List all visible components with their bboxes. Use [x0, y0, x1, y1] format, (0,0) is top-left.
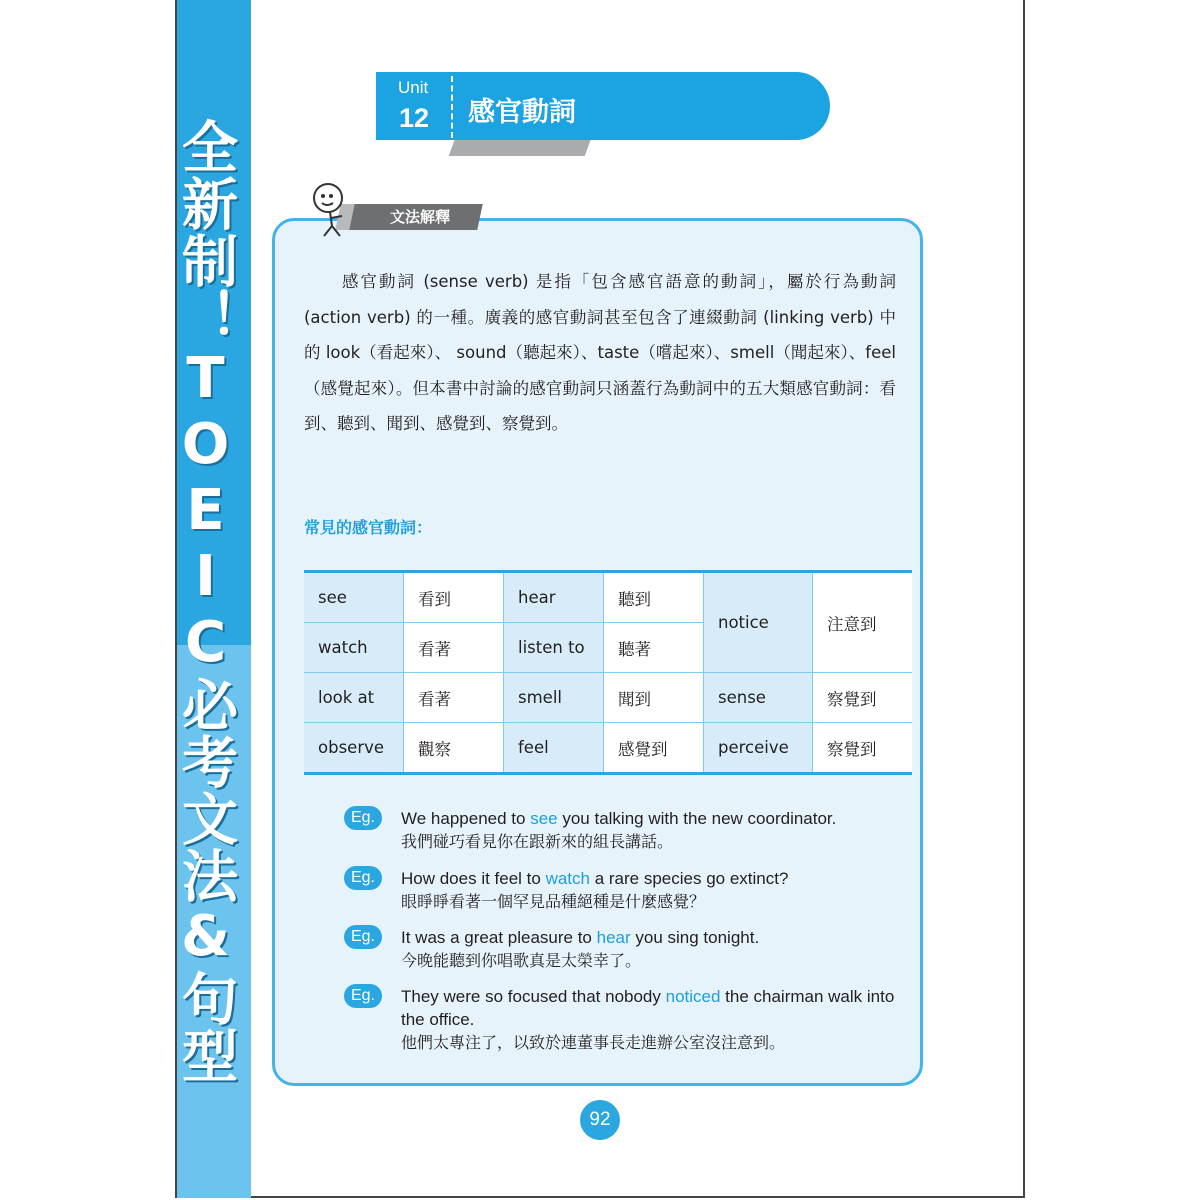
- example-chinese: 我們碰巧看見你在跟新來的組長講話。: [401, 832, 674, 851]
- mascot-icon: [308, 180, 352, 242]
- meaning-cell: 察覺到: [813, 673, 913, 723]
- meaning-cell: 聞到: [604, 673, 704, 723]
- meaning-cell: 觀察: [404, 723, 504, 774]
- sense-verbs-table: [304, 570, 912, 775]
- example-english: It was a great pleasure to hear you sing tonight.: [401, 928, 760, 947]
- eg-badge: Eg.: [344, 806, 382, 830]
- example-1: [344, 807, 904, 853]
- highlighted-verb: watch: [545, 869, 590, 888]
- unit-title: 感官動詞: [468, 97, 576, 128]
- verb-cell: hear: [504, 572, 604, 623]
- eg-badge: Eg.: [344, 925, 382, 949]
- example-3: [344, 926, 904, 972]
- example-2: [344, 867, 904, 913]
- meaning-cell: 看著: [404, 673, 504, 723]
- unit-divider: [451, 76, 453, 138]
- meaning-cell: 看著: [404, 623, 504, 673]
- verb-cell: feel: [504, 723, 604, 774]
- example-chinese: 今晚能聽到你唱歌真是太榮幸了。: [401, 951, 642, 970]
- verb-cell: listen to: [504, 623, 604, 673]
- table-row: [304, 572, 912, 623]
- highlighted-verb: noticed: [665, 987, 721, 1006]
- verb-cell: notice: [704, 572, 813, 673]
- example-english: They were so focused that nobody noticed the chairman walk into the office.: [401, 987, 895, 1029]
- verb-cell: sense: [704, 673, 813, 723]
- table-row: [304, 673, 912, 723]
- verb-cell: see: [304, 572, 404, 623]
- eg-badge: Eg.: [344, 984, 382, 1008]
- meaning-cell: 聽到: [604, 572, 704, 623]
- example-4: [344, 985, 904, 1054]
- verb-cell: watch: [304, 623, 404, 673]
- verb-cell: look at: [304, 673, 404, 723]
- unit-banner-shadow: [449, 138, 592, 156]
- verb-cell: perceive: [704, 723, 813, 774]
- example-chinese: 他們太專注了，以致於連董事長走進辦公室沒注意到。: [401, 1033, 786, 1052]
- meaning-cell: 注意到: [813, 572, 913, 673]
- meaning-cell: 察覺到: [813, 723, 913, 774]
- verb-cell: observe: [304, 723, 404, 774]
- unit-number: 12: [399, 103, 430, 133]
- section-tab-label: 文法解釋: [390, 208, 451, 226]
- book-title-spine: 全新制！TOEIC必考文法&句型: [173, 118, 238, 1084]
- verb-cell: smell: [504, 673, 604, 723]
- example-chinese: 眼睜睜看著一個罕見品種絕種是什麼感覺？: [401, 892, 706, 911]
- eg-badge: Eg.: [344, 866, 382, 890]
- page-number: 92: [580, 1100, 620, 1140]
- example-english: How does it feel to watch a rare species go extinct?: [401, 869, 789, 888]
- explanation-paragraph: 感官動詞 (sense verb) 是指「包含感官語意的動詞」，屬於行為動詞 (action verb) 的一種。廣義的感官動詞甚至包含了連綴動詞 (linking verb) 中的 look（看起來）、 sound（聽起來）、taste（嚐起來）、smell（聞起來）、feel（感覺起來）。但本書中討論的感官動詞只涵蓋行為動詞中的五大類感官動詞：看到、聽到、聞到、感覺到、察覺到。: [304, 272, 896, 433]
- common-verbs-heading: 常見的感官動詞：: [304, 518, 433, 537]
- unit-banner: [376, 72, 830, 140]
- table-row: [304, 723, 912, 774]
- example-english: We happened to see you talking with the new coordinator.: [401, 809, 837, 828]
- highlighted-verb: hear: [596, 928, 631, 947]
- meaning-cell: 感覺到: [604, 723, 704, 774]
- highlighted-verb: see: [530, 809, 558, 828]
- meaning-cell: 聽著: [604, 623, 704, 673]
- meaning-cell: 看到: [404, 572, 504, 623]
- unit-label: Unit: [398, 78, 429, 97]
